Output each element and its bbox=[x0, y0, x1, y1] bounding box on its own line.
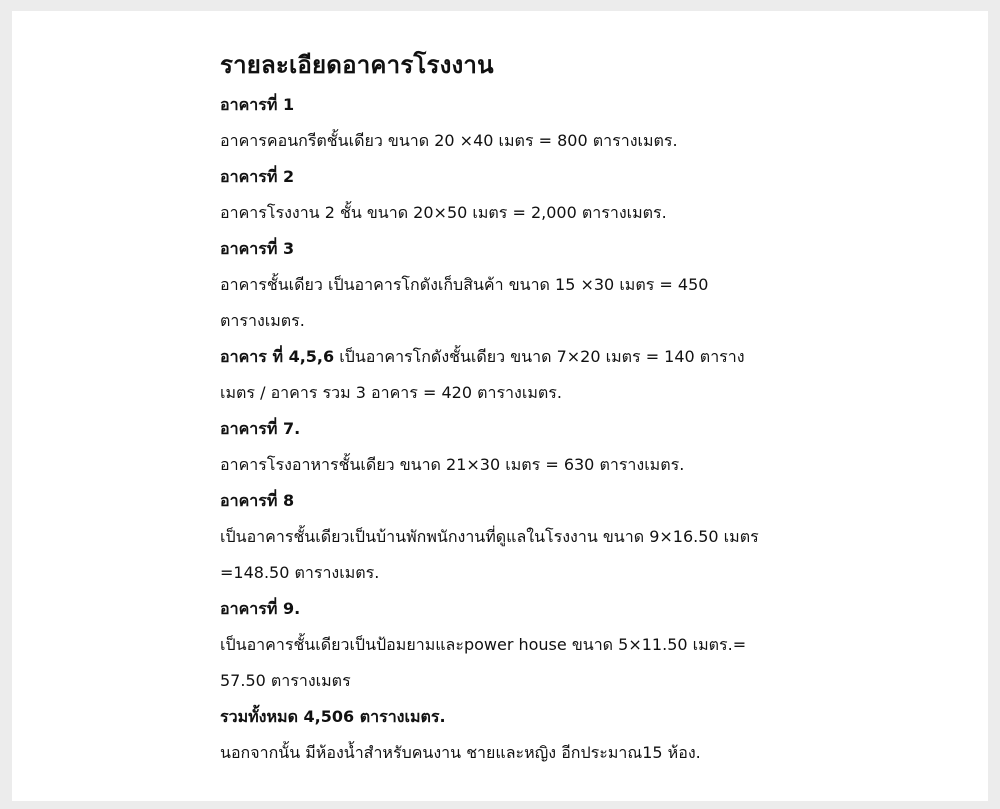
building-7-text: อาคารโรงอาหารชั้นเดียว ขนาด 21×30 เมตร = 630 ตารางเมตร. bbox=[220, 455, 685, 474]
building-456-heading: อาคาร ที่ 4,5,6 bbox=[220, 347, 335, 366]
building-1-heading: อาคารที่ 1 bbox=[220, 95, 295, 114]
document-page bbox=[12, 11, 988, 801]
building-2-text: อาคารโรงงาน 2 ชั้น ขนาด 20×50 เมตร = 2,000 ตารางเมตร. bbox=[220, 203, 667, 222]
building-9-heading: อาคารที่ 9. bbox=[220, 599, 301, 618]
building-2-heading: อาคารที่ 2 bbox=[220, 167, 295, 186]
building-9-text-line1: เป็นอาคารชั้นเดียวเป็นป้อมยามและpower house ขนาด 5×11.50 เมตร.= bbox=[220, 635, 747, 654]
building-8-text-line2: =148.50 ตารางเมตร. bbox=[220, 563, 380, 582]
building-456-text-line1: เป็นอาคารโกดังชั้นเดียว ขนาด 7×20 เมตร = 140 ตาราง bbox=[334, 347, 745, 366]
building-8-heading: อาคารที่ 8 bbox=[220, 491, 295, 510]
building-9-text-line2: 57.50 ตารางเมตร bbox=[220, 671, 351, 690]
building-3-text-line2: ตารางเมตร. bbox=[220, 311, 305, 330]
building-3-text-line1: อาคารชั้นเดียว เป็นอาคารโกดังเก็บสินค้า ขนาด 15 ×30 เมตร = 450 bbox=[220, 275, 709, 294]
total-area: รวมทั้งหมด 4,506 ตารางเมตร. bbox=[220, 707, 446, 726]
building-7-heading: อาคารที่ 7. bbox=[220, 419, 301, 438]
building-8-text-line1: เป็นอาคารชั้นเดียวเป็นบ้านพักพนักงานที่ดูแลในโรงงาน ขนาด 9×16.50 เมตร bbox=[220, 527, 759, 546]
building-1-text: อาคารคอนกรีตชั้นเดียว ขนาด 20 ×40 เมตร = 800 ตารางเมตร. bbox=[220, 131, 678, 150]
building-456-text-line2: เมตร / อาคาร รวม 3 อาคาร = 420 ตารางเมตร. bbox=[220, 383, 562, 402]
building-3-heading: อาคารที่ 3 bbox=[220, 239, 295, 258]
building-456-line1 bbox=[220, 347, 745, 367]
page-title: รายละเอียดอาคารโรงงาน bbox=[220, 51, 494, 79]
footer-note: นอกจากนั้น มีห้องน้ำสำหรับคนงาน ชายและหญิง อีกประมาณ15 ห้อง. bbox=[220, 743, 701, 762]
